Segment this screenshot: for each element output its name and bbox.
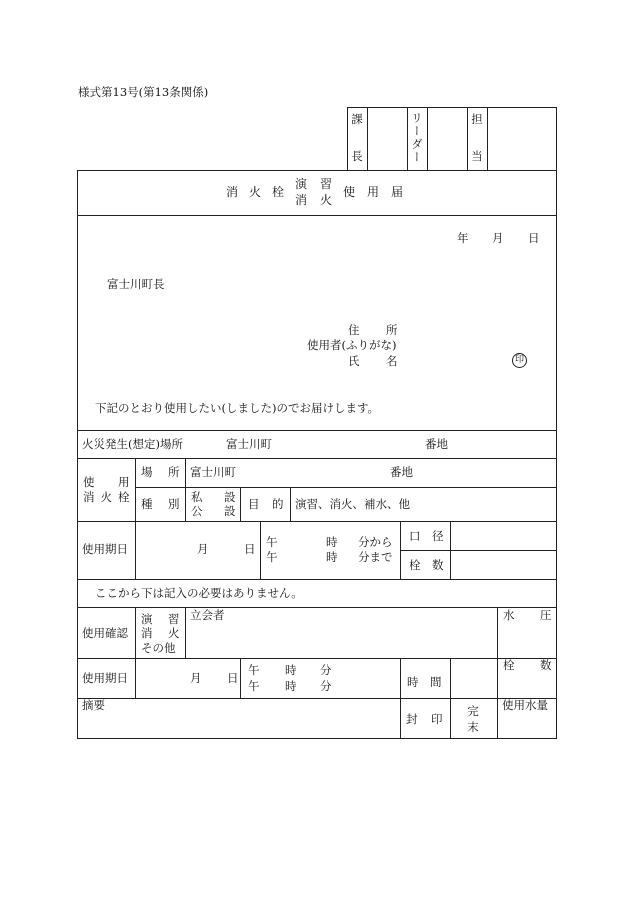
title-option-drill: 演習 [295,177,346,191]
seal-label: 封印 [406,712,456,726]
fire-location-label: 火災発生(想定)場所 [82,437,183,451]
confirmation-kind-drill: 演習 [141,612,195,626]
name-label: 氏名 [348,354,424,368]
planned-count-value-cell [450,550,557,580]
hydrant-place-lot-suffix: 番地 [390,465,413,479]
date-month-label: 月 [492,231,504,245]
hydrant-type-public: 公設 [191,504,257,518]
approval-label-staff: 担当 [470,113,484,187]
approval-label-leader: リーダー [410,112,424,164]
planned-day-label: 日 [244,542,256,556]
title-hydrant: 消火栓 [226,185,296,199]
duration-label: 時間 [407,675,453,689]
actual-end-hour: 時 [285,679,297,693]
actual-end-minute: 分 [320,679,332,693]
title-option-fire: 消火 [295,193,346,207]
hydrant-label-line1: 使用 [83,475,153,489]
actual-start-hour: 時 [285,663,297,677]
actual-start-minute: 分 [320,663,332,677]
hydrant-purpose-options: 演習、消火、補水、他 [295,497,410,511]
approval-stamp-cell-leader [427,107,468,171]
actual-start-ampm: 午 [248,663,260,677]
remarks-label: 摘要 [82,698,105,712]
actual-month-label: 月 [190,671,202,685]
hydrant-place-label: 場所 [141,465,195,479]
address-label: 住所 [348,323,424,337]
planned-start-minute: 分から [358,535,393,549]
diameter-label: 口径 [409,529,455,543]
planned-end-minute: 分まで [358,550,393,564]
diameter-value-cell [450,521,557,551]
applicant-block [77,215,557,431]
witness-cell [185,607,498,659]
actual-count-label: 栓数 [503,658,577,672]
confirmation-label: 使用確認 [82,626,128,640]
seal-mark: 印 [512,353,527,368]
actual-period-label: 使用期日 [82,671,128,685]
completed-label: 完末 [466,705,480,737]
witness-label: 立会者 [190,608,225,622]
duration-value-cell [450,658,498,699]
actual-day-label: 日 [227,671,239,685]
title-usage-notice: 使用届 [343,185,416,199]
statement: 下記のとおり使用したい(しました)のでお届けします。 [95,401,380,415]
planned-month-label: 月 [197,542,209,556]
actual-period-date-cell [135,658,241,699]
date-year-label: 年 [457,231,469,245]
hydrant-place-value-cell [185,458,557,488]
fire-location-lot-suffix: 番地 [425,437,448,451]
hydrant-place-town: 富士川町 [190,465,236,479]
addressee: 富士川町長 [107,277,165,291]
approval-stamp-cell-section-chief [367,107,408,171]
fire-location-town: 富士川町 [226,437,272,451]
applicant-label: 使用者(ふりがな) [307,338,397,352]
confirmation-kind-other: その他 [141,641,176,655]
planned-start-ampm: 午 [266,535,278,549]
hydrant-label-line2: 消火栓 [83,490,136,504]
confirmation-kind-fire: 消火 [141,626,195,640]
planned-start-hour: 時 [326,535,338,549]
water-pressure-label: 水圧 [503,608,577,622]
planned-count-label: 栓数 [409,558,455,572]
actual-end-ampm: 午 [248,679,260,693]
form-number: 様式第13号(第13条関係) [78,85,209,99]
water-volume-label: 使用水量 [502,698,548,712]
note-text: ここから下は記入の必要はありません。 [95,586,303,600]
hydrant-purpose-label: 目的 [248,497,296,511]
hydrant-type-label: 種別 [141,497,195,511]
planned-end-hour: 時 [326,550,338,564]
approval-stamp-cell-staff [487,107,557,171]
planned-end-ampm: 午 [266,550,278,564]
remarks-cell [77,698,401,739]
date-day-label: 日 [528,231,540,245]
hydrant-type-private: 私設 [191,490,257,504]
planned-period-label: 使用期日 [82,542,128,556]
approval-label-section-chief: 課長 [350,113,364,187]
